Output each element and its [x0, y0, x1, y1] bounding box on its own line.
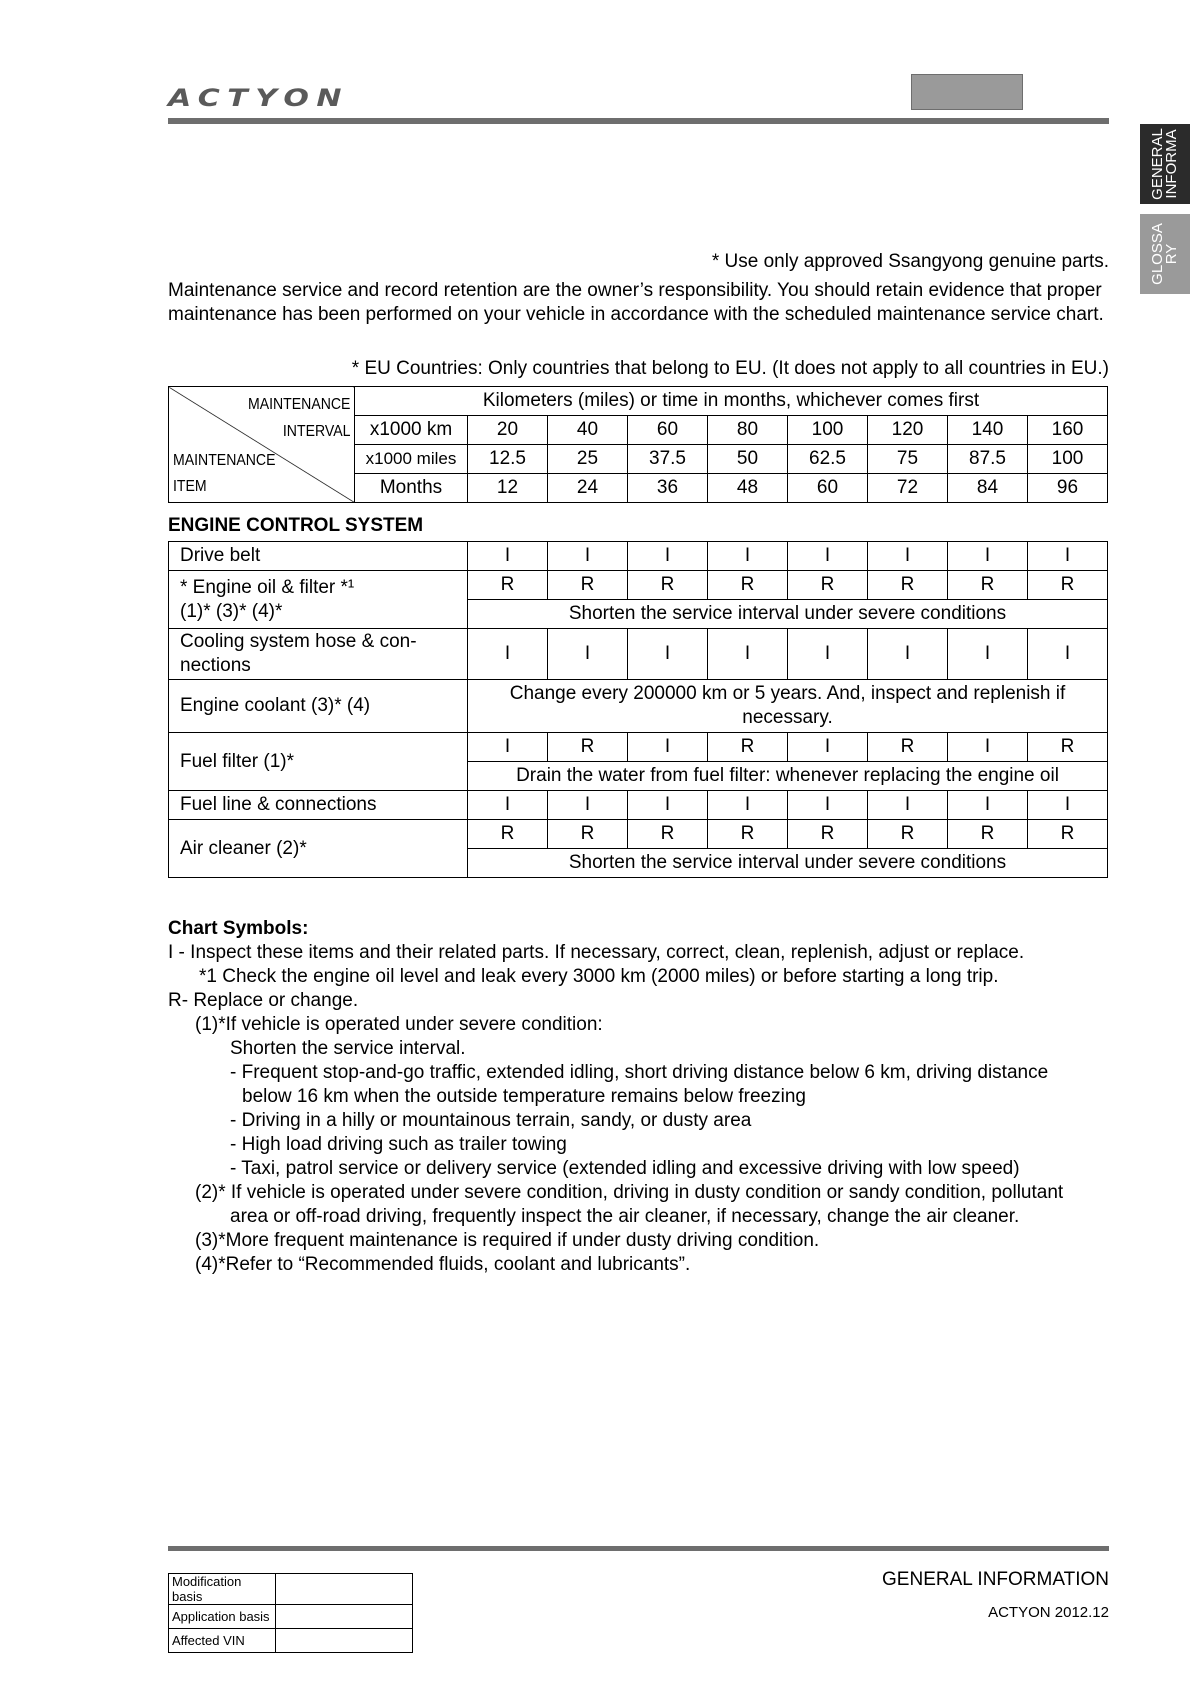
interval-value: 72 — [868, 474, 948, 503]
schedule-cell: I — [628, 542, 708, 571]
interval-value: 100 — [788, 416, 868, 445]
schedule-cell: R — [868, 733, 948, 762]
condition-note: Shorten the service interval under severe conditions — [468, 600, 1108, 629]
schedule-cell: I — [628, 733, 708, 762]
footer-divider — [168, 1546, 1109, 1551]
interval-value: 120 — [868, 416, 948, 445]
schedule-cell: I — [628, 629, 708, 680]
table-row — [169, 791, 1108, 820]
schedule-cell: I — [868, 629, 948, 680]
interval-value: 48 — [708, 474, 788, 503]
schedule-cell: R — [628, 571, 708, 600]
item-label: Air cleaner (2)* — [169, 820, 468, 878]
symbol-line: area or off-road driving, frequently inspect the air cleaner, if necessary, change the air cleaner. — [230, 1206, 1020, 1227]
interval-value: 24 — [548, 474, 628, 503]
schedule-cell: R — [468, 820, 548, 849]
interval-header-table — [168, 386, 1108, 503]
interval-value: 20 — [468, 416, 548, 445]
schedule-cell: R — [548, 571, 628, 600]
schedule-cell: R — [548, 820, 628, 849]
schedule-cell: R — [628, 820, 708, 849]
corner-bottom-label-2: ITEM — [173, 478, 207, 495]
schedule-cell: I — [1028, 629, 1108, 680]
engine-control-table — [168, 541, 1108, 878]
modification-label: Modification basis — [169, 1574, 276, 1605]
symbol-line: (1)*If vehicle is operated under severe condition: — [195, 1014, 603, 1035]
symbol-line: Shorten the service interval. — [230, 1038, 466, 1059]
symbol-line: - Driving in a hilly or mountainous terrain, sandy, or dusty area — [230, 1110, 752, 1131]
schedule-cell: I — [708, 542, 788, 571]
schedule-cell: R — [868, 820, 948, 849]
symbol-line: I - Inspect these items and their related parts. If necessary, correct, clean, replenish, adjust or replace. — [168, 942, 1025, 963]
schedule-cell: I — [1028, 542, 1108, 571]
table-row — [169, 1629, 413, 1653]
schedule-cell: I — [788, 733, 868, 762]
schedule-cell: I — [948, 542, 1028, 571]
modification-value — [276, 1605, 413, 1629]
modification-table — [168, 1573, 413, 1653]
schedule-cell: R — [708, 571, 788, 600]
table-row — [169, 1574, 413, 1605]
item-label: * Engine oil & filter *¹ (1)* (3)* (4)* — [169, 571, 468, 629]
interval-value: 12 — [468, 474, 548, 503]
symbol-line: (3)*More frequent maintenance is required if under dusty driving condition. — [195, 1230, 820, 1251]
table-row — [169, 629, 1108, 680]
interval-value: 25 — [548, 445, 628, 474]
eu-countries-note: * EU Countries: Only countries that belong to EU. (It does not apply to all countries in EU.) — [351, 358, 1109, 379]
header-page-box — [911, 74, 1023, 110]
interval-value: 100 — [1028, 445, 1108, 474]
interval-value: 40 — [548, 416, 628, 445]
table-row — [169, 820, 1108, 849]
interval-value: 80 — [708, 416, 788, 445]
schedule-cell: R — [468, 571, 548, 600]
modification-value — [276, 1574, 413, 1605]
schedule-cell: I — [868, 542, 948, 571]
schedule-cell: I — [788, 629, 868, 680]
symbol-line: (2)* If vehicle is operated under severe condition, driving in dusty condition or sandy condition, pollutant — [195, 1182, 1064, 1203]
schedule-cell: R — [868, 571, 948, 600]
interval-label: Months — [355, 474, 468, 503]
interval-value: 96 — [1028, 474, 1108, 503]
genuine-parts-note: * Use only approved Ssangyong genuine parts. — [711, 251, 1109, 272]
header-divider — [168, 118, 1109, 124]
schedule-cell: I — [628, 791, 708, 820]
item-label: Fuel line & connections — [169, 791, 468, 820]
brand-logo: ACTYON — [168, 84, 350, 112]
interval-value: 87.5 — [948, 445, 1028, 474]
item-label: Engine coolant (3)* (4) — [169, 680, 468, 733]
interval-value: 84 — [948, 474, 1028, 503]
interval-value: 60 — [788, 474, 868, 503]
schedule-cell: I — [708, 791, 788, 820]
schedule-cell: I — [548, 791, 628, 820]
schedule-cell: R — [548, 733, 628, 762]
table-row — [169, 733, 1108, 762]
item-label: Drive belt — [169, 542, 468, 571]
symbol-line: - High load driving such as trailer towing — [230, 1134, 567, 1155]
schedule-cell: I — [468, 542, 548, 571]
schedule-cell: R — [788, 571, 868, 600]
schedule-cell: R — [708, 733, 788, 762]
item-label: Fuel filter (1)* — [169, 733, 468, 791]
interval-value: 36 — [628, 474, 708, 503]
schedule-cell: R — [708, 820, 788, 849]
schedule-cell: I — [548, 629, 628, 680]
chart-symbols-title: Chart Symbols: — [168, 918, 309, 939]
corner-top-label-1: MAINTENANCE — [247, 396, 350, 413]
schedule-cell: I — [468, 629, 548, 680]
schedule-cell: I — [948, 629, 1028, 680]
modification-label: Application basis — [169, 1605, 276, 1629]
schedule-cell: R — [1028, 733, 1108, 762]
schedule-cell: I — [468, 733, 548, 762]
tab-glossary[interactable]: GLOSSA RY — [1140, 214, 1190, 294]
responsibility-paragraph: Maintenance service and record retention are the owner’s responsibility. You should retain evidence that proper maintenance has been performed on your vehicle in accordance with the scheduled maintenance service chart. — [168, 280, 1104, 325]
interval-value: 50 — [708, 445, 788, 474]
interval-header-span: Kilometers (miles) or time in months, whichever comes first — [355, 387, 1108, 416]
schedule-cell: I — [1028, 791, 1108, 820]
interval-label: x1000 miles — [355, 445, 468, 474]
interval-value: 62.5 — [788, 445, 868, 474]
symbol-line: below 16 km when the outside temperature remains below freezing — [242, 1086, 806, 1107]
modification-label: Affected VIN — [169, 1629, 276, 1653]
section-title: ENGINE CONTROL SYSTEM — [168, 515, 424, 536]
condition-note: Change every 200000 km or 5 years. And, inspect and replenish if necessary. — [468, 680, 1108, 733]
schedule-cell: I — [788, 791, 868, 820]
symbol-line: *1 Check the engine oil level and leak every 3000 km (2000 miles) or before starting a long trip. — [199, 966, 999, 987]
interval-value: 140 — [948, 416, 1028, 445]
schedule-cell: R — [1028, 820, 1108, 849]
corner-diagonal-cell — [169, 387, 355, 503]
schedule-cell: I — [868, 791, 948, 820]
schedule-cell: I — [788, 542, 868, 571]
schedule-cell: R — [788, 820, 868, 849]
footer-section-title: GENERAL INFORMATION — [882, 1569, 1109, 1590]
chart-symbols — [168, 917, 1109, 1277]
interval-value: 12.5 — [468, 445, 548, 474]
modification-value — [276, 1629, 413, 1653]
interval-value: 60 — [628, 416, 708, 445]
schedule-cell: R — [948, 571, 1028, 600]
corner-top-label-2: INTERVAL — [282, 423, 350, 440]
symbol-line: - Taxi, patrol service or delivery service (extended idling and excessive driving with low speed) — [230, 1158, 1020, 1179]
schedule-cell: I — [708, 629, 788, 680]
symbol-line: R- Replace or change. — [168, 990, 359, 1011]
schedule-cell: I — [948, 791, 1028, 820]
condition-note: Drain the water from fuel filter: whenever replacing the engine oil — [468, 762, 1108, 791]
schedule-cell: R — [1028, 571, 1108, 600]
interval-label: x1000 km — [355, 416, 468, 445]
table-row — [169, 680, 1108, 733]
table-row — [169, 1605, 413, 1629]
interval-value: 37.5 — [628, 445, 708, 474]
symbol-line: - Frequent stop-and-go traffic, extended idling, short driving distance below 6 km, driving distance — [230, 1062, 1049, 1083]
schedule-cell: R — [948, 820, 1028, 849]
footer-model-date: ACTYON 2012.12 — [988, 1604, 1109, 1621]
item-label: Cooling system hose & con- nections — [169, 629, 468, 680]
interval-value: 75 — [868, 445, 948, 474]
table-row — [169, 542, 1108, 571]
schedule-cell: I — [468, 791, 548, 820]
schedule-cell: I — [548, 542, 628, 571]
condition-note: Shorten the service interval under severe conditions — [468, 849, 1108, 878]
symbol-line: (4)*Refer to “Recommended fluids, coolant and lubricants”. — [195, 1254, 691, 1275]
interval-value: 160 — [1028, 416, 1108, 445]
schedule-cell: I — [948, 733, 1028, 762]
table-row — [169, 571, 1108, 600]
corner-bottom-label-1: MAINTENANCE — [173, 452, 276, 469]
tab-general-information[interactable]: GENERAL INFORMA — [1140, 124, 1190, 204]
